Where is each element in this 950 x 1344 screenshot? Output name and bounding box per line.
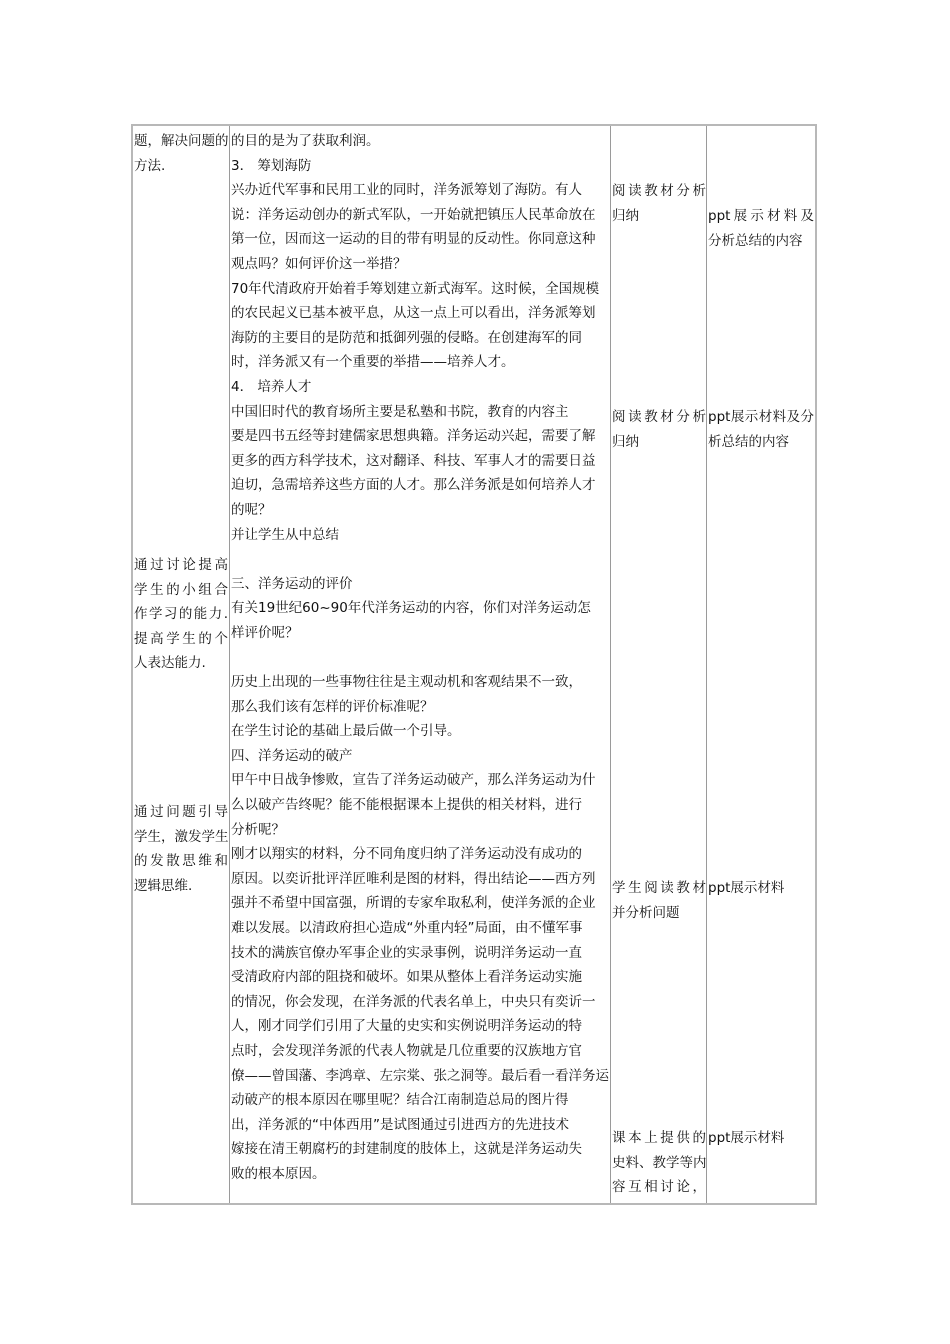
content-line: 4． 培养人才 — [231, 378, 312, 395]
content-line: 的情况，你会发现，在洋务派的代表名单上，中央只有奕䜣一 — [231, 993, 596, 1010]
column-divider — [610, 126, 611, 1203]
content-line: 有关19世纪60~90年代洋务运动的内容，你们对洋务运动怎 — [231, 600, 591, 617]
content-line: 兴办近代军事和民用工业的同时，洋务派筹划了海防。有人 — [231, 182, 582, 199]
column-divider — [706, 126, 707, 1203]
content-line: 嫁接在清王朝腐朽的封建制度的肢体上，这就是洋务运动失 — [231, 1141, 582, 1158]
activity-line: 归纳 — [612, 207, 639, 224]
content-cell — [231, 129, 609, 1187]
goal-line: 作学习的能力. — [134, 606, 228, 623]
content-line: 技术的满族官僚办军事企业的实录事例，说明洋务运动一直 — [231, 944, 582, 961]
activity-line: 阅读教材分析 — [612, 409, 706, 425]
media-line: 分析总结的内容 — [708, 232, 803, 249]
content-line: 要是四书五经等封建儒家思想典籍。洋务运动兴起，需要了解 — [231, 428, 596, 445]
goal-line: 人表达能力. — [134, 655, 206, 672]
content-line — [231, 547, 609, 572]
content-line: 出，洋务派的“中体西用”是试图通过引进西方的先进技术 — [231, 1116, 569, 1133]
content-line: 样评价呢？ — [231, 624, 299, 641]
media-cell — [708, 876, 814, 901]
activity-cell — [612, 1126, 706, 1200]
content-line: 历史上出现的一些事物往往是主观动机和客观结果不一致， — [231, 674, 582, 691]
activity-line: 学生阅读教材 — [612, 880, 706, 896]
content-line: 的农民起义已基本被平息，从这一点上可以看出，洋务派筹划 — [231, 305, 596, 322]
content-line: 那么我们该有怎样的评价标准呢？ — [231, 698, 434, 715]
goal-line: 逻辑思维. — [134, 877, 193, 894]
content-line: 3． 筹划海防 — [231, 157, 312, 174]
activity-line: 容互相讨论， — [612, 1179, 706, 1196]
activity-cell — [612, 876, 706, 925]
content-line: 动破产的根本原因在哪里呢？结合江南制造总局的图片得 — [231, 1092, 569, 1109]
goal-line: 题，解决问题的 — [134, 133, 228, 149]
column-divider — [229, 126, 230, 1203]
content-line: 刚才以翔实的材料，分不同角度归纳了洋务运动没有成功的 — [231, 846, 582, 863]
content-line: 分析呢？ — [231, 821, 285, 838]
content-line — [231, 645, 609, 670]
content-line: 迫切，急需培养这些方面的人才。那么洋务派是如何培养人才 — [231, 477, 596, 494]
goal-line: 提高学生的个 — [134, 630, 228, 647]
media-cell — [708, 405, 814, 454]
goal-cell-discussion — [134, 553, 228, 676]
content-line: 强并不希望中国富强，所谓的专家牟取私利，使洋务派的企业 — [231, 895, 596, 912]
content-line: 的呢？ — [231, 501, 272, 518]
goal-line: 学生，激发学生 — [134, 828, 228, 845]
activity-cell — [612, 405, 706, 454]
content-line: 更多的西方科学技术，这对翻译、科技、军事人才的需要日益 — [231, 452, 596, 469]
media-line: ppt展示材料 — [708, 1130, 785, 1146]
goal-line: 学生的小组合 — [134, 581, 228, 598]
media-cell — [708, 1126, 814, 1151]
goal-line: 通过问题引导 — [134, 804, 228, 820]
content-line: 在学生讨论的基础上最后做一个引导。 — [231, 723, 461, 740]
content-line: 观点吗？如何评价这一举措？ — [231, 255, 407, 272]
activity-line: 并分析问题 — [612, 904, 680, 921]
media-line: ppt展示材料及 — [708, 208, 814, 224]
goal-line: 方法. — [134, 157, 166, 174]
content-line: 原因。以奕䜣批评洋匠唯利是图的材料，得出结论——西方列 — [231, 870, 596, 887]
content-line: 么以破产告终呢？能不能根据课本上提供的相关材料，进行 — [231, 797, 582, 814]
media-line: ppt展示材料及分 — [708, 409, 814, 425]
content-line: 受清政府内部的阻挠和破坏。如果从整体上看洋务运动实施 — [231, 969, 582, 986]
content-line: 四、洋务运动的破产 — [231, 747, 353, 764]
goal-line: 通过讨论提高 — [134, 557, 228, 573]
content-line: 败的根本原因。 — [231, 1165, 326, 1182]
content-line: 说：洋务运动创办的新式军队，一开始就把镇压人民革命放在 — [231, 206, 596, 223]
content-line: 并让学生从中总结 — [231, 526, 339, 543]
activity-line: 阅读教材分析 — [612, 183, 706, 199]
content-line: 难以发展。以清政府担心造成“外重内轻”局面，由不懂军事 — [231, 920, 583, 936]
content-line: 点时，会发现洋务派的代表人物就是几位重要的汉族地方官 — [231, 1042, 582, 1059]
content-line: 的目的是为了获取利润。 — [231, 133, 380, 149]
media-cell — [708, 204, 814, 253]
media-line: ppt展示材料 — [708, 880, 785, 896]
media-line: 析总结的内容 — [708, 433, 789, 450]
activity-line: 史料、教学等内 — [612, 1154, 706, 1171]
content-line: 中国旧时代的教育场所主要是私塾和书院，教育的内容主 — [231, 403, 569, 420]
goal-cell-questions — [134, 800, 228, 898]
activity-cell — [612, 179, 706, 228]
content-line: 第一位，因而这一运动的目的带有明显的反动性。你同意这种 — [231, 231, 596, 248]
activity-line: 课本上提供的 — [612, 1130, 706, 1146]
goal-cell-top — [134, 129, 228, 178]
content-line: 甲午中日战争惨败，宣告了洋务运动破产，那么洋务运动为什 — [231, 772, 596, 789]
content-line: 时，洋务派又有一个重要的举措——培养人才。 — [231, 354, 515, 371]
goal-line: 的发散思维和 — [134, 853, 228, 870]
content-line: 人，刚才同学们引用了大量的史实和实例说明洋务运动的特 — [231, 1018, 582, 1035]
activity-line: 归纳 — [612, 433, 639, 450]
content-line: 海防的主要目的是防范和抵御列强的侵略。在创建海军的同 — [231, 329, 582, 346]
content-line: 70年代清政府开始着手筹划建立新式海军。这时候，全国规模 — [231, 280, 600, 297]
content-line: 僚——曾国藩、李鸿章、左宗棠、张之洞等。最后看一看洋务运 — [231, 1067, 609, 1084]
content-line: 三、洋务运动的评价 — [231, 575, 353, 592]
